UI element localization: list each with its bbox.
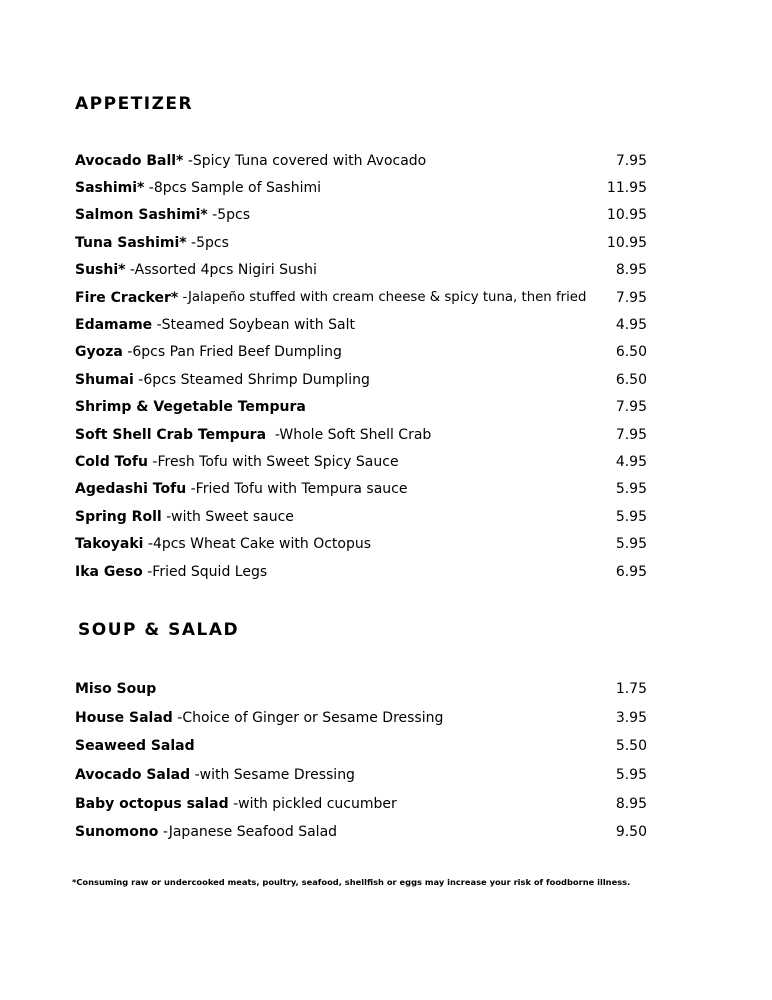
- item-price: 7.95: [615, 289, 647, 306]
- menu-item: [75, 448, 647, 475]
- soup-salad-list: [75, 675, 647, 847]
- item-price: 9.50: [615, 824, 647, 841]
- item-description: -with Sesame Dressing: [190, 767, 355, 784]
- item-price: 5.95: [615, 508, 647, 525]
- item-description: -Assorted 4pcs Nigiri Sushi: [125, 262, 317, 279]
- menu-item: [75, 789, 647, 818]
- item-name: Sunomono: [75, 824, 159, 841]
- item-price: 4.95: [615, 453, 647, 470]
- item-description: -Choice of Ginger or Sesame Dressing: [172, 709, 444, 726]
- menu-item: [75, 339, 647, 366]
- item-name: Miso Soup: [75, 681, 157, 698]
- item-price: 5.95: [615, 481, 647, 498]
- menu-item: [75, 202, 647, 229]
- item-price: 7.95: [615, 152, 647, 169]
- item-price: 10.95: [606, 207, 647, 224]
- item-name: Baby octopus salad: [75, 795, 229, 812]
- item-price: 1.75: [615, 681, 647, 698]
- item-price: 5.50: [615, 738, 647, 755]
- item-name: Shrimp & Vegetable Tempura: [75, 399, 306, 416]
- item-description: -6pcs Steamed Shrimp Dumpling: [133, 371, 370, 388]
- menu-item: [75, 818, 647, 847]
- item-price: 6.95: [615, 563, 647, 580]
- item-name: Gyoza: [75, 344, 123, 361]
- item-name: Ika Geso: [75, 563, 143, 580]
- menu-item: [75, 229, 647, 256]
- item-name: Cold Tofu: [75, 453, 148, 470]
- item-name: Agedashi Tofu: [75, 481, 187, 498]
- appetizer-heading: APPETIZER: [75, 94, 194, 114]
- item-description: -Whole Soft Shell Crab: [266, 426, 432, 443]
- item-price: 5.95: [615, 536, 647, 553]
- item-price: 6.50: [615, 344, 647, 361]
- item-description: -6pcs Pan Fried Beef Dumpling: [122, 344, 342, 361]
- menu-item: [75, 421, 647, 448]
- item-description: -4pcs Wheat Cake with Octopus: [143, 536, 372, 553]
- item-name: Takoyaki: [75, 536, 144, 553]
- menu-item: [75, 503, 647, 530]
- item-description: -8pcs Sample of Sashimi: [144, 180, 322, 197]
- menu-item: [75, 394, 647, 421]
- item-price: 5.95: [615, 767, 647, 784]
- item-description: -5pcs: [207, 207, 251, 224]
- item-price: 8.95: [615, 262, 647, 279]
- menu-item: [75, 732, 647, 761]
- menu-item: [75, 366, 647, 393]
- menu-item: [75, 558, 647, 585]
- item-description: -Japanese Seafood Salad: [158, 824, 338, 841]
- item-price: 3.95: [615, 709, 647, 726]
- item-description: -Spicy Tuna covered with Avocado: [183, 152, 427, 169]
- menu-item: [75, 174, 647, 201]
- item-name: Avocado Ball*: [75, 152, 184, 169]
- item-price: 11.95: [606, 180, 647, 197]
- item-name: Avocado Salad: [75, 767, 191, 784]
- item-name: Spring Roll: [75, 508, 162, 525]
- item-description: -Jalapeño stuffed with cream cheese & spicy tuna, then fried: [178, 290, 587, 306]
- item-name: Salmon Sashimi*: [75, 207, 208, 224]
- food-safety-disclaimer: *Consuming raw or undercooked meats, poultry, seafood, shellfish or eggs may increase your risk of foodborne illness.: [72, 877, 631, 887]
- item-name: Sashimi*: [75, 180, 145, 197]
- menu-item: [75, 147, 647, 174]
- item-description: -with Sweet sauce: [161, 508, 294, 525]
- item-name: House Salad: [75, 709, 173, 726]
- menu-item: [75, 284, 647, 311]
- item-price: 7.95: [615, 426, 647, 443]
- item-description: -Fried Squid Legs: [142, 563, 268, 580]
- menu-item: [75, 704, 647, 733]
- menu-item: [75, 761, 647, 790]
- menu-item: [75, 476, 647, 503]
- item-price: 4.95: [615, 317, 647, 334]
- item-name: Sushi*: [75, 262, 126, 279]
- item-price: 10.95: [606, 234, 647, 251]
- item-description: -with pickled cucumber: [228, 795, 397, 812]
- item-name: Fire Cracker*: [75, 289, 179, 306]
- item-price: 8.95: [615, 795, 647, 812]
- item-price: 7.95: [615, 399, 647, 416]
- item-price: 6.50: [615, 371, 647, 388]
- item-description: -Fried Tofu with Tempura sauce: [186, 481, 408, 498]
- item-name: Tuna Sashimi*: [75, 234, 187, 251]
- item-name: Soft Shell Crab Tempura: [75, 426, 267, 443]
- menu-item: [75, 257, 647, 284]
- menu-item: [75, 311, 647, 338]
- menu-item: [75, 675, 647, 704]
- item-description: -Fresh Tofu with Sweet Spicy Sauce: [147, 453, 399, 470]
- appetizer-list: [75, 147, 647, 585]
- menu-item: [75, 530, 647, 557]
- item-description: -Steamed Soybean with Salt: [152, 317, 355, 334]
- item-name: Shumai: [75, 371, 134, 388]
- item-name: Seaweed Salad: [75, 738, 195, 755]
- soup-salad-heading: SOUP & SALAD: [78, 620, 240, 640]
- item-name: Edamame: [75, 317, 153, 334]
- item-description: -5pcs: [186, 234, 229, 251]
